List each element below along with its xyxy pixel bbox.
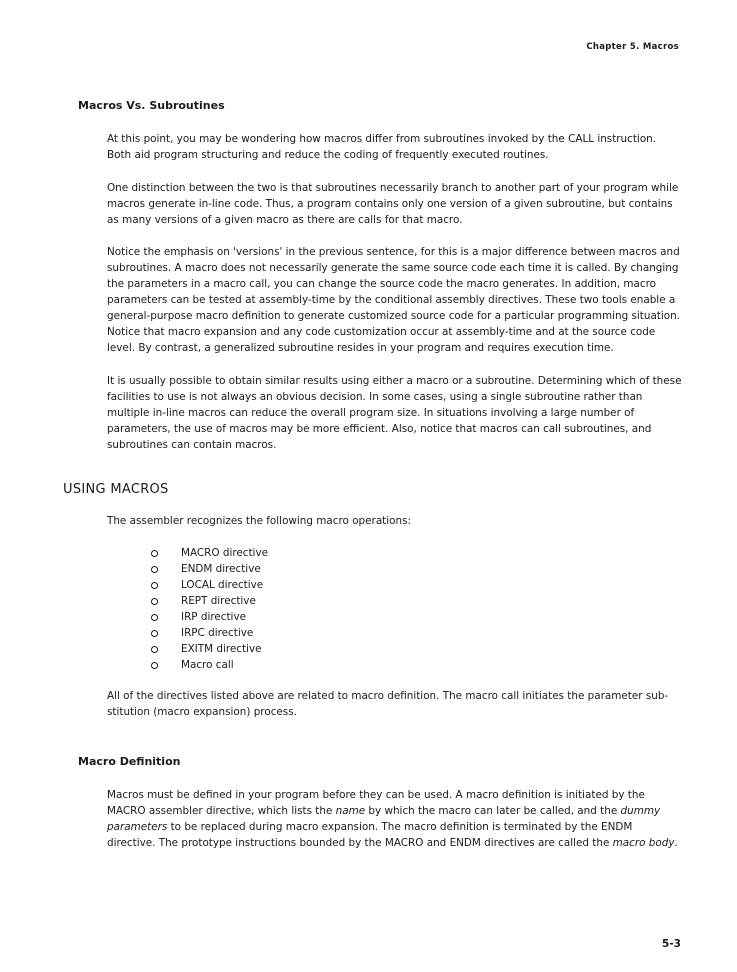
list-item: Macro call [147, 657, 268, 673]
list-item: ENDM directive [147, 561, 268, 577]
list-item: MACRO directive [147, 545, 268, 561]
section-heading-using-macros: USING MACROS [63, 482, 169, 497]
list-item: IRPC directive [147, 625, 268, 641]
paragraph-macro-definition: Macros must be defined in your program before they can be used. A macro definition is initiated by the MACRO assembler directive, which lists the name by which the macro can later be called, and the dummy parameters to be replaced during macro expansion. The macro definition is terminated by the ENDM directive. The prototype instructions bounded by the MACRO and ENDM directives are called the macro body. [107, 789, 678, 849]
paragraph: At this point, you may be wondering how macros differ from subroutines invoked by the CALL instruction. Both aid program structuring and reduce the coding of frequently executed routines. [107, 133, 657, 161]
section-heading-macros-vs-subroutines: Macros Vs. Subroutines [78, 99, 225, 112]
bullet-icon [151, 646, 158, 653]
running-head: Chapter 5. Macros [586, 42, 679, 52]
macro-operations-list [147, 545, 268, 673]
paragraph: One distinction between the two is that subroutines necessarily branch to another part of your program while macros generate in-line code. Thus, a program contains only one version of a given subroutine, but contains as many versions of a given macro as there are calls for that macro. [107, 182, 679, 226]
paragraph: Notice the emphasis on 'versions' in the previous sentence, for this is a major difference between macros and subroutines. A macro does not necessarily generate the same source code each time it is called. By changing the parameters in a macro call, you can change the source code the macro generates. In addition, macro parameters can be tested at assembly-time by the conditional assembly directives. These two tools enable a general-purpose macro definition to generate customized source code for a particular programming situation. Notice that macro expansion and any code customization occur at assembly-time and at the source code level. By contrast, a generalized subroutine resides in your program and requires execution time. [107, 246, 681, 354]
bullet-icon [151, 550, 158, 557]
section-heading-macro-definition: Macro Definition [78, 755, 181, 768]
bullet-icon [151, 662, 158, 669]
list-item: IRP directive [147, 609, 268, 625]
paragraph-closing: All of the directives listed above are related to macro definition. The macro call initiates the parameter sub-stitution (macro expansion) process. [107, 690, 669, 718]
paragraph: It is usually possible to obtain similar results using either a macro or a subroutine. Determining which of these facilities to use is not always an obvious decision. In some cases, using a single subroutine rather than multiple in-line macros can reduce the overall program size. In situations involving a large number of parameters, the use of macros may be more efficient. Also, notice that macros can call subroutines, and subroutines can contain macros. [107, 375, 682, 451]
bullet-icon [151, 566, 158, 573]
bullet-icon [151, 630, 158, 637]
bullet-icon [151, 598, 158, 605]
paragraph-intro: The assembler recognizes the following macro operations: [107, 515, 412, 527]
bullet-icon [151, 614, 158, 621]
list-item: EXITM directive [147, 641, 268, 657]
page-number: 5-3 [662, 938, 681, 950]
bullet-icon [151, 582, 158, 589]
list-item: LOCAL directive [147, 577, 268, 593]
list-item: REPT directive [147, 593, 268, 609]
